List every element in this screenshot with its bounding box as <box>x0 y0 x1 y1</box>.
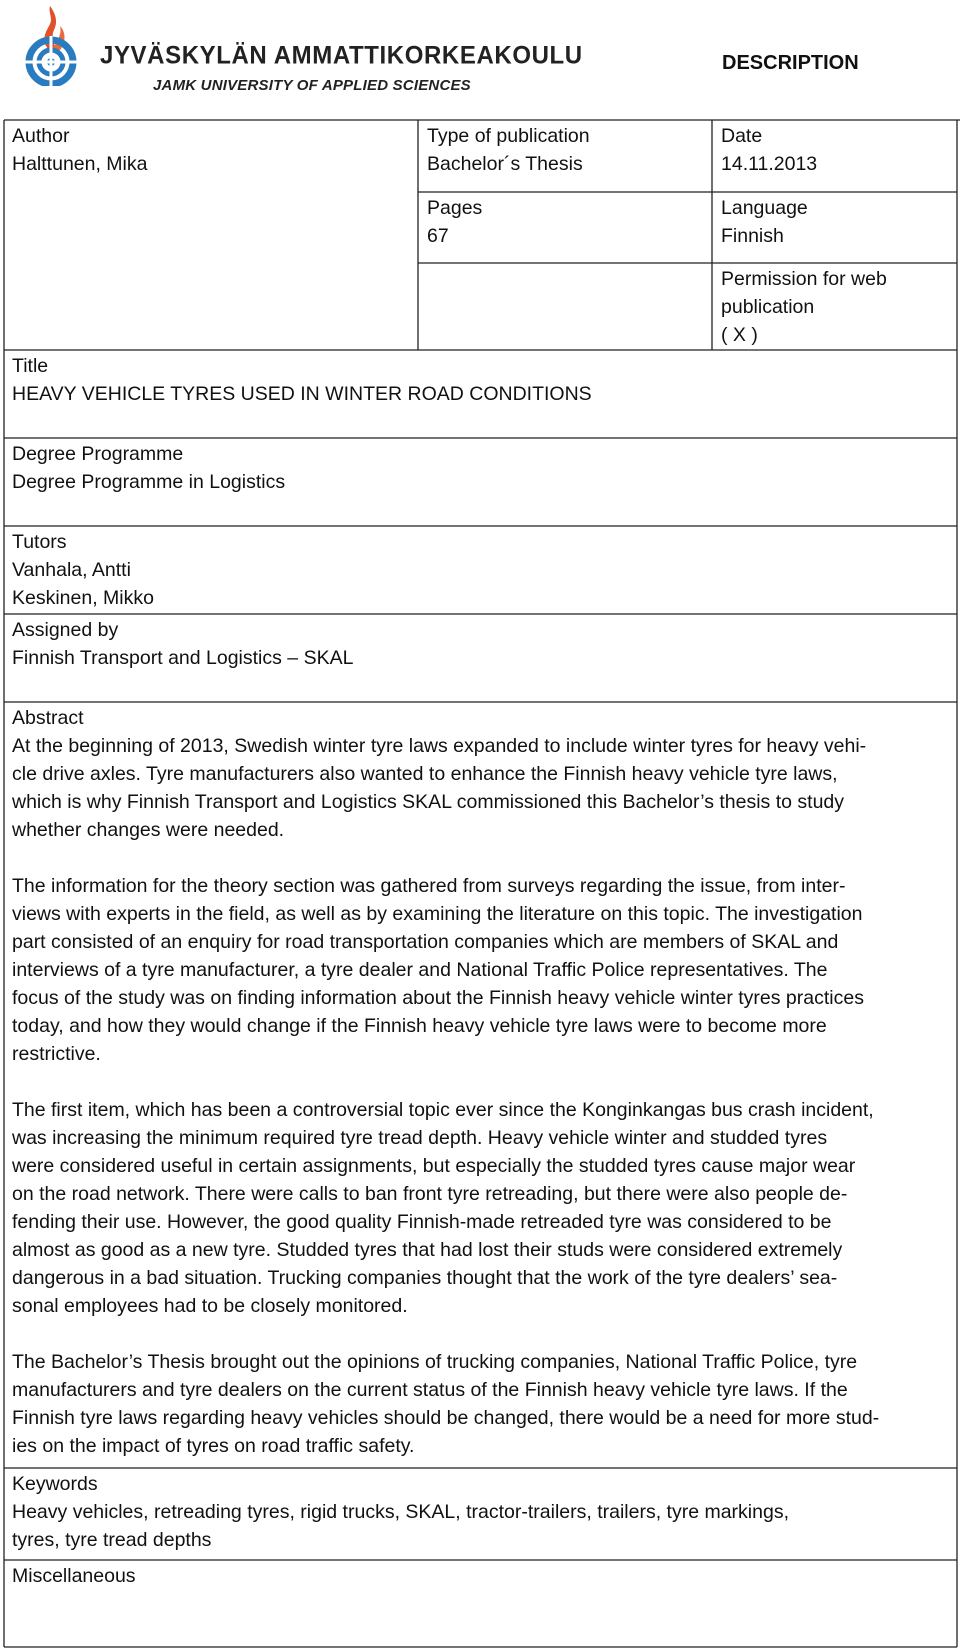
abstract-line: The first item, which has been a controversial topic ever since the Konginkangas bus crash incident, <box>12 1099 874 1121</box>
abstract-paragraph <box>12 872 952 1068</box>
abstract-paragraph <box>12 1096 952 1320</box>
document-type-title: DESCRIPTION <box>722 52 859 74</box>
abstract-line: which is why Finnish Transport and Logistics SKAL commissioned this Bachelor’s thesis to study <box>12 791 845 813</box>
abstract-line: views with experts in the field, as well as by examining the literature on this topic. The investigation <box>12 903 863 925</box>
publication-type-label: Type of publication <box>427 125 590 147</box>
language-label: Language <box>721 197 808 219</box>
abstract-line: was increasing the minimum required tyre tread depth. Heavy vehicle winter and studded tyres <box>12 1127 828 1149</box>
abstract-line: Finnish tyre laws regarding heavy vehicles should be changed, there would be a need for more stud- <box>12 1407 880 1429</box>
abstract-label: Abstract <box>12 707 84 729</box>
pages-label: Pages <box>427 197 483 219</box>
abstract-line: dangerous in a bad situation. Trucking companies thought that the work of the tyre dealers’ sea- <box>12 1267 838 1289</box>
abstract-cell <box>12 704 952 1460</box>
abstract-line: part consisted of an enquiry for road transportation companies which are members of SKAL and <box>12 931 839 953</box>
degree-programme-label: Degree Programme <box>12 443 184 465</box>
abstract-line: interviews of a tyre manufacturer, a tyre dealer and National Traffic Police representatives. The <box>12 959 828 981</box>
abstract-line: sonal employees had to be closely monitored. <box>12 1295 408 1317</box>
abstract-line: ies on the impact of tyres on road traffic safety. <box>12 1435 415 1457</box>
tutors-cell <box>12 528 154 612</box>
abstract-line: manufacturers and tyre dealers on the current status of the Finnish heavy vehicle tyre laws. If the <box>12 1379 848 1401</box>
institution-subtitle: JAMK UNIVERSITY OF APPLIED SCIENCES <box>153 77 471 94</box>
assigned-by-label: Assigned by <box>12 619 119 641</box>
title-value: HEAVY VEHICLE TYRES USED IN WINTER ROAD CONDITIONS <box>12 383 592 405</box>
title-label: Title <box>12 355 49 377</box>
author-value: Halttunen, Mika <box>12 153 148 175</box>
abstract-line: on the road network. There were calls to ban front tyre retreading, but there were also people de- <box>12 1183 848 1205</box>
degree-programme-value: Degree Programme in Logistics <box>12 471 286 493</box>
permission-value: ( X ) <box>721 324 758 346</box>
date-label: Date <box>721 125 763 147</box>
abstract-paragraph <box>12 1348 952 1460</box>
abstract-line: almost as good as a new tyre. Studded tyres that had lost their studs were considered extremely <box>12 1239 843 1261</box>
jamk-logo-icon <box>10 6 92 86</box>
abstract-paragraph <box>12 732 952 844</box>
keywords-line: tyres, tyre tread depths <box>12 1529 212 1551</box>
permission-cell <box>721 265 887 349</box>
abstract-line: fending their use. However, the good quality Finnish-made retreaded tyre was considered to be <box>12 1211 832 1233</box>
author-cell <box>12 122 147 178</box>
publication-type-cell <box>427 122 590 178</box>
assigned-by-cell <box>12 616 353 672</box>
abstract-line: cle drive axles. Tyre manufacturers also wanted to enhance the Finnish heavy vehicle tyre laws, <box>12 763 838 785</box>
pages-value: 67 <box>427 225 449 247</box>
abstract-line: focus of the study was on finding information about the Finnish heavy vehicle winter tyres practices <box>12 987 864 1009</box>
permission-label-line1: Permission for web <box>721 268 887 290</box>
publication-type-value: Bachelor´s Thesis <box>427 153 583 175</box>
tutor-name: Keskinen, Mikko <box>12 587 154 609</box>
permission-label-line2: publication <box>721 296 815 318</box>
abstract-line: restrictive. <box>12 1043 101 1065</box>
assigned-by-value: Finnish Transport and Logistics – SKAL <box>12 647 354 669</box>
author-label: Author <box>12 125 70 147</box>
date-cell <box>721 122 817 178</box>
keywords-line: Heavy vehicles, retreading tyres, rigid trucks, SKAL, tractor-trailers, trailers, tyre markings, <box>12 1501 789 1523</box>
date-value: 14.11.2013 <box>721 153 818 175</box>
degree-programme-cell <box>12 440 285 496</box>
keywords-label: Keywords <box>12 1473 98 1495</box>
tutor-name: Vanhala, Antti <box>12 559 131 581</box>
keywords-cell <box>12 1470 789 1554</box>
title-cell <box>12 352 592 408</box>
tutors-label: Tutors <box>12 531 67 553</box>
abstract-line: today, and how they would change if the Finnish heavy vehicle tyre laws were to become more <box>12 1015 827 1037</box>
miscellaneous-cell <box>12 1562 136 1590</box>
institution-name: JYVÄSKYLÄN AMMATTIKORKEAKOULU <box>100 41 583 70</box>
pages-cell <box>427 194 482 250</box>
abstract-line: whether changes were needed. <box>12 819 285 841</box>
abstract-line: were considered useful in certain assignments, but especially the studded tyres cause major wear <box>12 1155 856 1177</box>
abstract-line: The Bachelor’s Thesis brought out the opinions of trucking companies, National Traffic Police, tyre <box>12 1351 858 1373</box>
abstract-line: The information for the theory section was gathered from surveys regarding the issue, from inter- <box>12 875 846 897</box>
abstract-line: At the beginning of 2013, Swedish winter tyre laws expanded to include winter tyres for heavy vehi- <box>12 735 867 757</box>
language-value: Finnish <box>721 225 784 247</box>
language-cell <box>721 194 808 250</box>
miscellaneous-label: Miscellaneous <box>12 1565 136 1587</box>
